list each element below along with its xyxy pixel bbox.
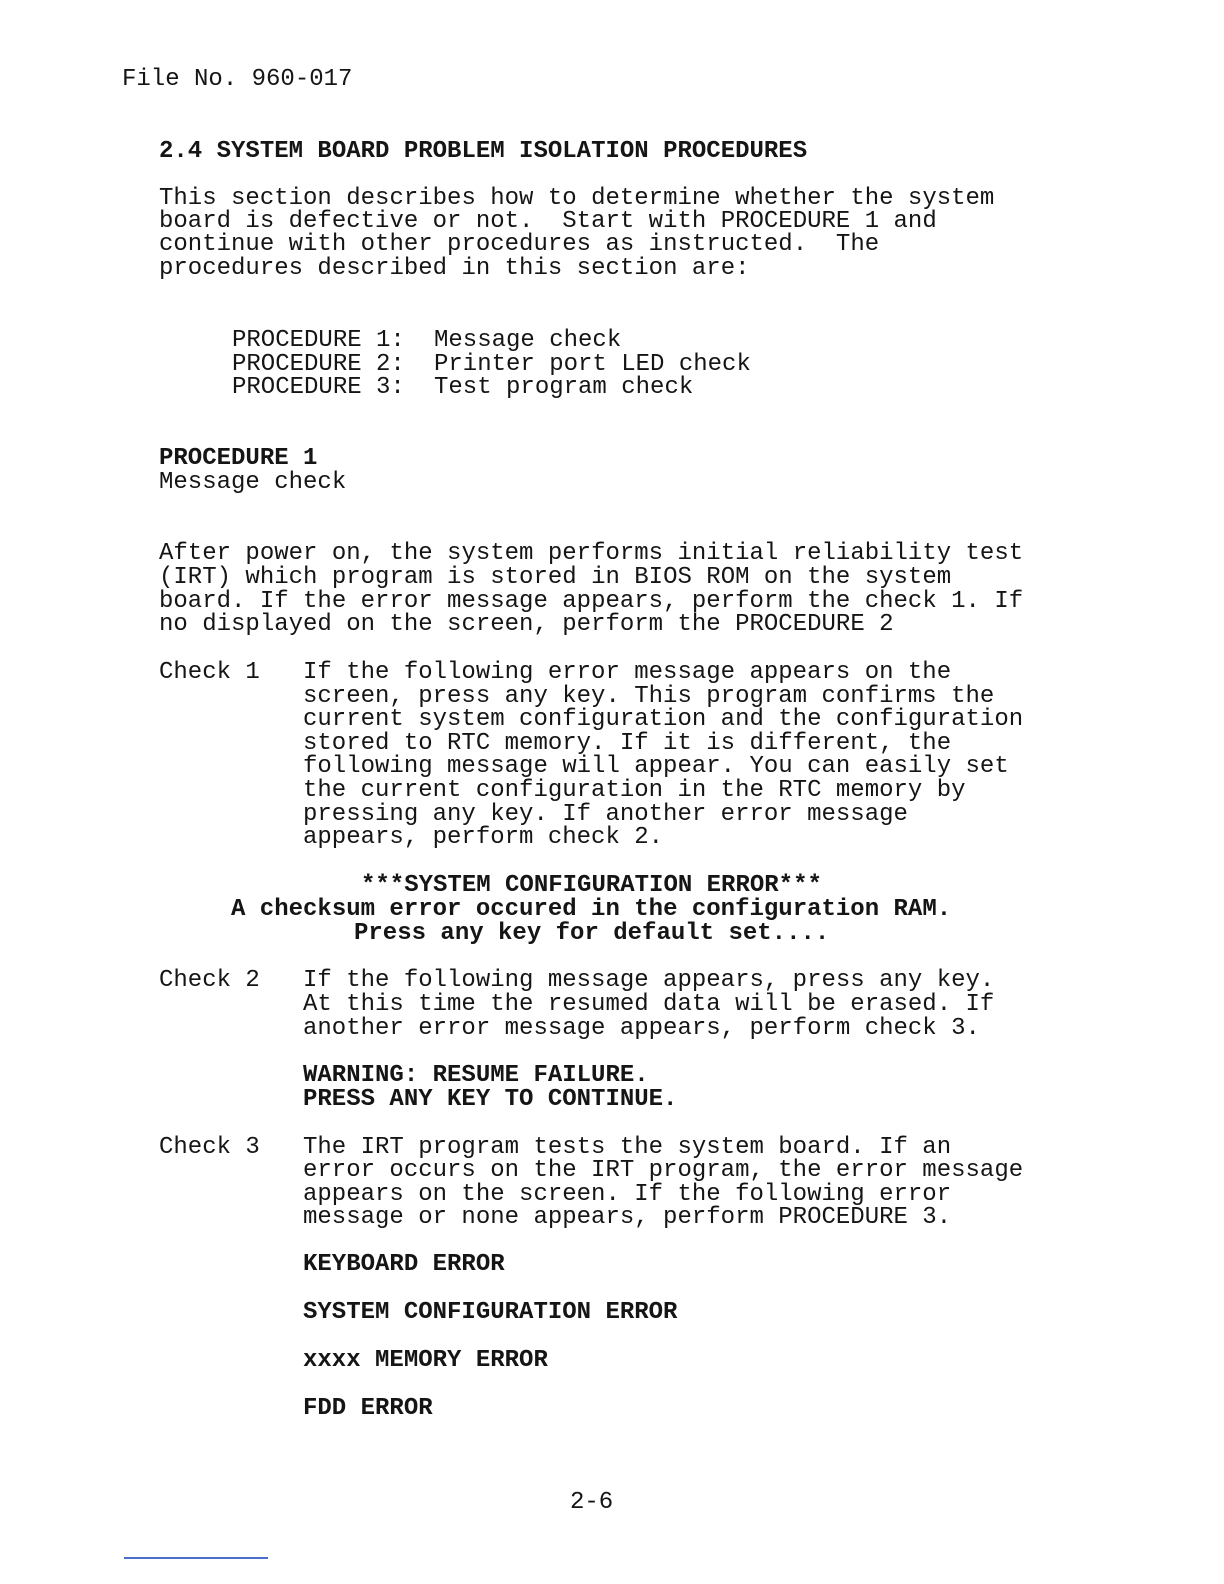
error-message-line: A checksum error occured in the configuration RAM. bbox=[231, 896, 952, 923]
error-message-line: ***SYSTEM CONFIGURATION ERROR*** bbox=[361, 872, 822, 899]
paragraph-line: no displayed on the screen, perform the PROCEDURE 2 bbox=[159, 611, 894, 638]
check1-line: screen, press any key. This program confirms the bbox=[303, 683, 995, 710]
procedure1-heading: PROCEDURE 1 bbox=[159, 445, 318, 472]
procedure-text: Printer port LED check bbox=[434, 351, 751, 378]
procedure-text: Message check bbox=[434, 327, 622, 354]
procedure-label: PROCEDURE 3: bbox=[232, 374, 405, 401]
footer-rule bbox=[124, 1557, 268, 1559]
check1-line: If the following error message appears on the bbox=[303, 659, 952, 686]
check1-label: Check 1 bbox=[159, 659, 260, 686]
intro-line: continue with other procedures as instructed. The bbox=[159, 231, 880, 258]
check1-line: pressing any key. If another error message bbox=[303, 801, 908, 828]
error-list-item: SYSTEM CONFIGURATION ERROR bbox=[303, 1299, 678, 1326]
section-title: 2.4 SYSTEM BOARD PROBLEM ISOLATION PROCEDURES bbox=[159, 138, 808, 165]
warning-message-line: PRESS ANY KEY TO CONTINUE. bbox=[303, 1086, 678, 1113]
check2-line: another error message appears, perform check 3. bbox=[303, 1015, 980, 1042]
check2-label: Check 2 bbox=[159, 967, 260, 994]
check1-line: current system configuration and the configuration bbox=[303, 706, 1024, 733]
paragraph-line: (IRT) which program is stored in BIOS ROM on the system bbox=[159, 564, 952, 591]
check1-line: the current configuration in the RTC memory by bbox=[303, 777, 966, 804]
intro-line: board is defective or not. Start with PROCEDURE 1 and bbox=[159, 208, 937, 235]
check1-line: following message will appear. You can easily set bbox=[303, 753, 1009, 780]
paragraph-line: After power on, the system performs initial reliability test bbox=[159, 540, 1024, 567]
page-number: 2-6 bbox=[570, 1489, 614, 1516]
check1-line: appears, perform check 2. bbox=[303, 824, 664, 851]
intro-line: procedures described in this section are: bbox=[159, 255, 750, 282]
check3-line: message or none appears, perform PROCEDURE 3. bbox=[303, 1204, 952, 1231]
check2-line: If the following message appears, press any key. bbox=[303, 967, 995, 994]
procedure-label: PROCEDURE 2: bbox=[232, 351, 405, 378]
procedure-label: PROCEDURE 1: bbox=[232, 327, 405, 354]
check2-line: At this time the resumed data will be erased. If bbox=[303, 991, 995, 1018]
error-list-item: KEYBOARD ERROR bbox=[303, 1251, 505, 1278]
check3-line: error occurs on the IRT program, the error message bbox=[303, 1157, 1024, 1184]
check3-line: appears on the screen. If the following error bbox=[303, 1181, 952, 1208]
paragraph-line: board. If the error message appears, perform the check 1. If bbox=[159, 588, 1024, 615]
procedure1-subheading: Message check bbox=[159, 469, 347, 496]
error-list-item: FDD ERROR bbox=[303, 1395, 433, 1422]
error-list-item: xxxx MEMORY ERROR bbox=[303, 1347, 548, 1374]
procedure-text: Test program check bbox=[434, 374, 694, 401]
check3-line: The IRT program tests the system board. If an bbox=[303, 1134, 952, 1161]
check3-label: Check 3 bbox=[159, 1134, 260, 1161]
warning-message-line: WARNING: RESUME FAILURE. bbox=[303, 1062, 649, 1089]
file-number: File No. 960-017 bbox=[122, 66, 353, 93]
error-message-line: Press any key for default set.... bbox=[354, 920, 830, 947]
intro-line: This section describes how to determine whether the system bbox=[159, 185, 995, 212]
check1-line: stored to RTC memory. If it is different, the bbox=[303, 730, 952, 757]
